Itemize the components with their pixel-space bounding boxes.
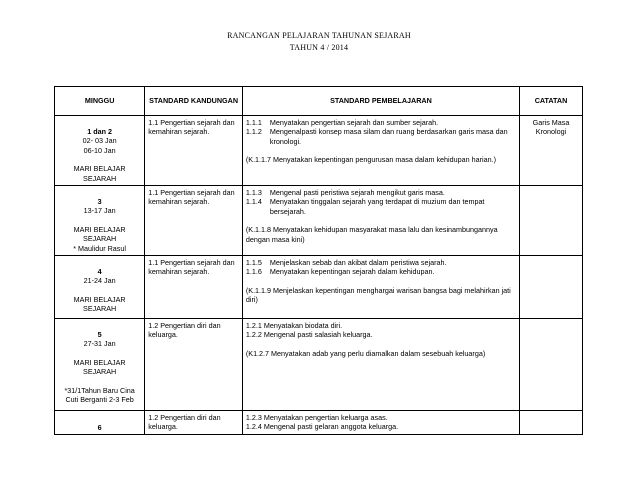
header-sk-label: STANDARD KANDUNGAN [149, 96, 239, 106]
standard-kandungan-cell: 1.1 Pengertian sejarah dan kemahiran sejarah. [145, 256, 243, 319]
week-date: 02- 03 Jan [82, 136, 117, 146]
sp-reference: (K.1.1.8 Menyatakan kehidupan masyarakat masa lalu dan kesinambungannya dengan masa kini) [245, 225, 498, 244]
sp-text: Menjelaskan sebab dan akibat dalam peristiwa sejarah. [269, 258, 447, 268]
sp-reference: (K.1.1.9 Menjelaskan kepentingan menghargai warisan bangsa bagi melahirkan jati diri) [245, 285, 511, 305]
week-number: 4 [97, 267, 102, 277]
standard-kandungan-cell: 1.2 Pengertian diri dan keluarga. [145, 411, 243, 435]
week-date: 13-17 Jan [83, 206, 116, 216]
standard-kandungan-cell: 1.2 Pengertian diri dan keluarga. [145, 319, 243, 411]
week-theme: MARI BELAJAR SEJARAH [73, 357, 126, 377]
header-standard-pembelajaran: STANDARD PEMBELAJARAN [242, 87, 519, 116]
standard-pembelajaran-cell [242, 319, 519, 411]
week-note: * Maulidur Rasul [73, 243, 126, 253]
sp-item [246, 258, 516, 267]
week-number: 5 [97, 330, 102, 340]
week-date: 21-24 Jan [83, 276, 116, 286]
header-minggu: MINGGU [55, 87, 145, 116]
catatan-cell [519, 411, 582, 435]
week-date: 06-10 Jan [83, 145, 116, 155]
sp-item [246, 188, 516, 197]
table-row [55, 319, 583, 411]
document-subtitle: TAHUN 4 / 2014 [289, 43, 349, 52]
sp-item: 1.2.3 Menyatakan pengertian keluarga asas. [245, 413, 388, 423]
sp-text: Mengenalpasti konsep masa silam dan ruang berdasarkan garis masa dan kronologi. [269, 127, 508, 146]
standard-pembelajaran-cell [242, 411, 519, 435]
week-theme: MARI BELAJAR SEJARAH [73, 164, 126, 183]
week-note: *31/1Tahun Baru Cina Cuti Berganti 2-3 Feb [64, 385, 135, 405]
table-row [55, 186, 583, 256]
sp-reference: (K.1.1.7 Menyatakan kepentingan pengurusan masa dalam kehidupan harian.) [245, 155, 497, 165]
table-row [55, 411, 583, 435]
sp-text: Menyatakan kepentingan sejarah dalam kehidupan. [269, 267, 435, 277]
table-row [55, 256, 583, 319]
week-date: 27-31 Jan [83, 339, 116, 349]
week-number: 6 [97, 422, 102, 432]
week-theme: MARI BELAJAR SEJARAH [73, 224, 126, 244]
sp-reference: (K1.2.7 Menyatakan adab yang perlu diamalkan dalam sesebuah keluarga) [245, 348, 486, 358]
sp-text: Menyatakan pengertian sejarah dan sumber sejarah. [269, 118, 439, 127]
document-title: RANCANGAN PELAJARAN TAHUNAN SEJARAH [227, 31, 411, 40]
week-theme: MARI BELAJAR SEJARAH [73, 294, 126, 314]
week-cell [55, 319, 145, 411]
sp-item [246, 197, 516, 216]
week-number: 3 [97, 197, 102, 207]
table-row [55, 116, 583, 186]
week-cell [55, 256, 145, 319]
catatan-cell [519, 319, 582, 411]
sp-code: 1.1.1 [245, 118, 262, 127]
sp-item [246, 118, 516, 127]
sp-item: 1.2.4 Mengenal pasti gelaran anggota keluarga. [245, 422, 399, 432]
standard-kandungan-cell: 1.1 Pengertian sejarah dan kemahiran sejarah. [145, 116, 243, 186]
sp-code: 1.1.3 [245, 188, 262, 198]
sp-item [246, 127, 516, 146]
sp-code: 1.1.4 [245, 197, 262, 207]
week-cell [55, 116, 145, 186]
sp-code: 1.1.2 [245, 127, 262, 137]
standard-pembelajaran-cell [242, 256, 519, 319]
catatan-cell [519, 256, 582, 319]
week-number: 1 dan 2 [87, 127, 113, 136]
sp-item: 1.2.1 Menyatakan biodata diri. [245, 321, 343, 331]
lesson-plan-table [54, 86, 583, 435]
sp-code: 1.1.6 [245, 267, 262, 277]
sp-item [246, 267, 516, 276]
header-catatan: CATATAN [519, 87, 582, 116]
sp-text: Menyatakan tinggalan sejarah yang terdapat di muzium dan tempat bersejarah. [269, 197, 485, 216]
week-cell [55, 411, 145, 435]
standard-pembelajaran-cell [242, 186, 519, 256]
table-header-row [55, 87, 583, 116]
standard-pembelajaran-cell [242, 116, 519, 186]
sp-item: 1.2.2 Mengenal pasti salasiah keluarga. [245, 330, 373, 340]
catatan-cell [519, 186, 582, 256]
week-cell [55, 186, 145, 256]
sp-code: 1.1.5 [245, 258, 262, 268]
catatan-cell: Garis Masa Kronologi [519, 116, 582, 186]
standard-kandungan-cell: 1.1 Pengertian sejarah dan kemahiran sejarah. [145, 186, 243, 256]
sp-text: Mengenal pasti peristiwa sejarah mengikut garis masa. [269, 188, 445, 198]
header-standard-kandungan [145, 87, 243, 116]
